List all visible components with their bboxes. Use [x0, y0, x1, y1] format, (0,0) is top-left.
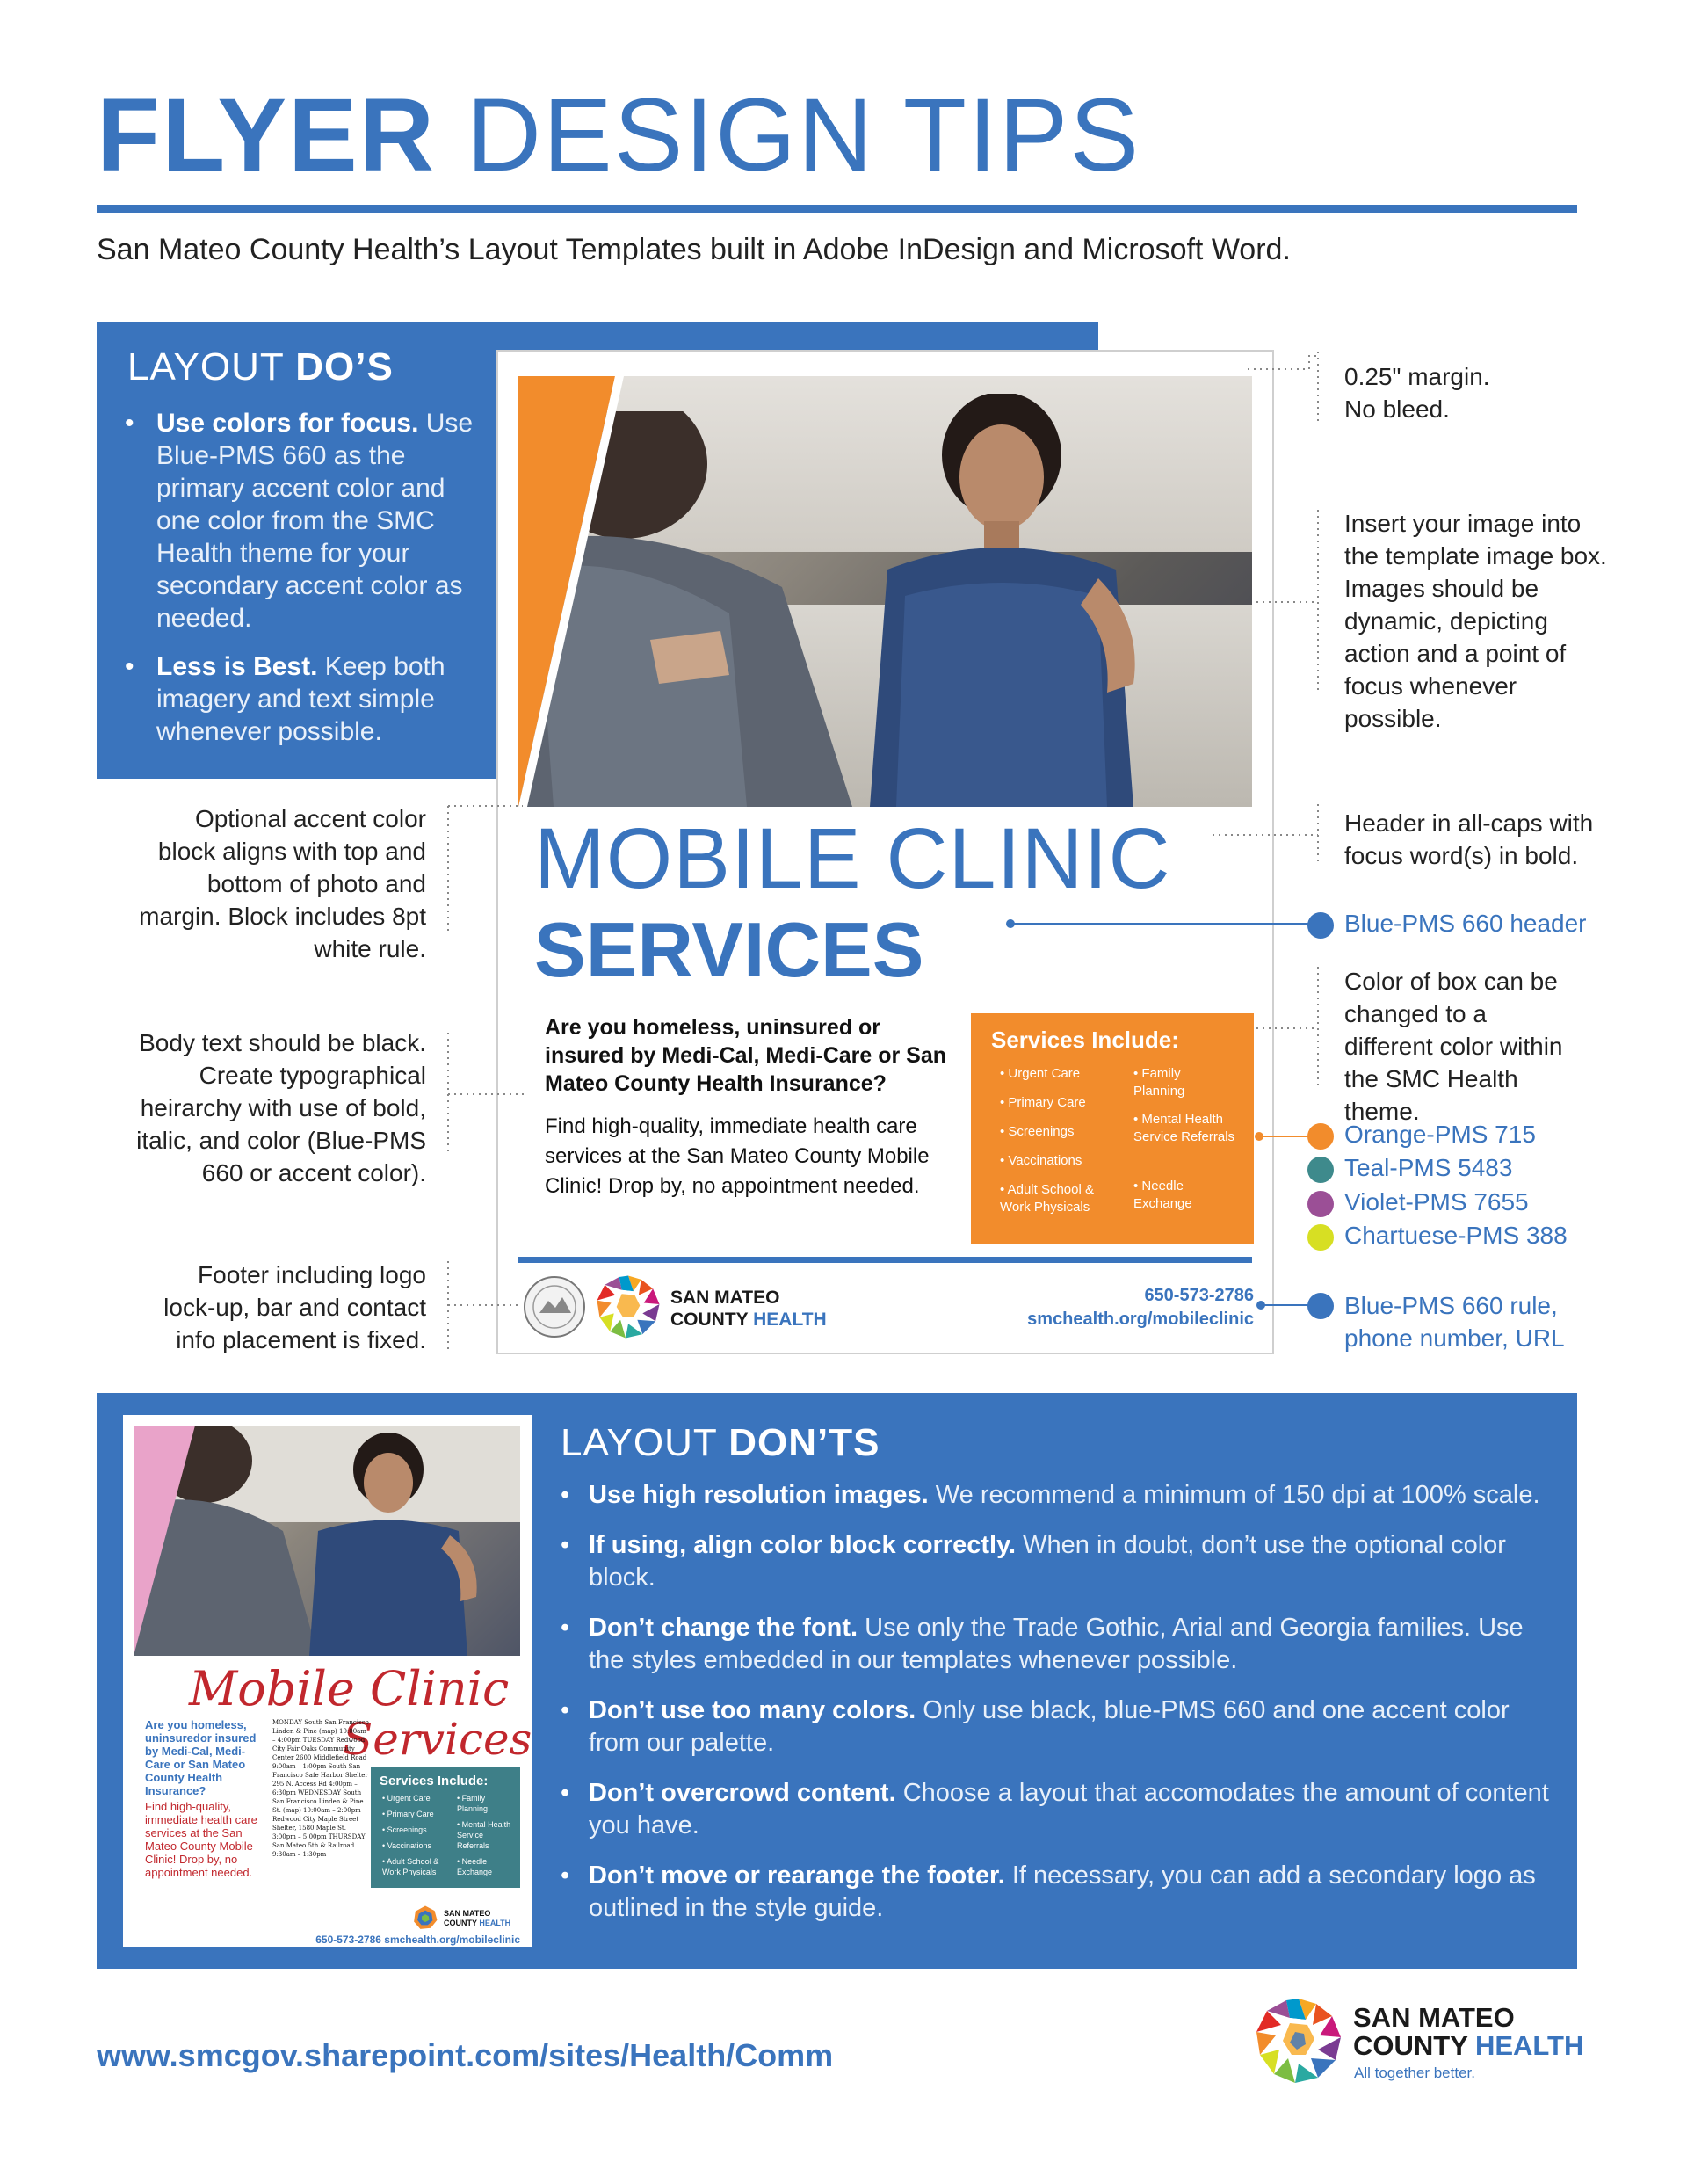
bad-header-script-2: Services [343, 1714, 532, 1765]
note-margin: 0.25" margin. No bleed. [1344, 363, 1490, 423]
bad-service-item: • Adult School & Work Physicals [382, 1857, 439, 1876]
donts-item-bold: If using, align color block correctly. [589, 1531, 1017, 1559]
footer-tagline: All together better. [1354, 2064, 1475, 2081]
swatch-dot-violet [1307, 1191, 1334, 1217]
footer-org-health: HEALTH [1474, 2030, 1584, 2061]
list-item [559, 1777, 1552, 1842]
bad-service-item: • Mental Health Service Referrals [457, 1820, 511, 1850]
bad-service-item: • Primary Care [382, 1810, 434, 1818]
service-item: • Vaccinations [1000, 1153, 1082, 1168]
bad-org-health: HEALTH [479, 1919, 511, 1927]
swatch-dot-chartreuse [1307, 1224, 1334, 1251]
service-item: • Screenings [1000, 1124, 1075, 1139]
footer-org-line2 [1353, 2030, 1583, 2062]
note-header-color: Blue-PMS 660 header [1344, 910, 1587, 937]
page-title-bold: FLYER [97, 77, 436, 193]
list-item [559, 1612, 1552, 1677]
service-item: • Primary Care [1000, 1095, 1086, 1110]
donts-item-text: Only use black, blue-PMS 660 and one accent color from our palette. [589, 1696, 1510, 1757]
flyer-question: Are you homeless, uninsured or insured by Medi-Cal, Medi-Care or San Mateo County Health Insurance? [545, 1015, 947, 1096]
service-item: • Family Planning [1133, 1066, 1185, 1099]
donts-item-bold: Don’t overcrowd content. [589, 1779, 896, 1807]
service-item: • Mental Health Service Referrals [1133, 1112, 1235, 1144]
footer-org-line1: SAN MATEO [1353, 2002, 1515, 2033]
leader-end-dot [1007, 920, 1014, 927]
footer-org-county: COUNTY [1353, 2030, 1475, 2061]
bad-org-line2 [444, 1919, 510, 1927]
bad-service-item: • Urgent Care [382, 1794, 431, 1803]
flyer-url: smchealth.org/mobileclinic [1027, 1310, 1254, 1329]
swatch-orange: Orange-PMS 715 [1344, 1121, 1536, 1148]
donts-item-bold: Don’t change the font. [589, 1614, 858, 1642]
bad-body: Find high-quality, immediate health care services at the San Mateo County Mobile Clinic! Drop by, no appointment needed. [145, 1800, 257, 1879]
swatch-dot-teal [1307, 1157, 1334, 1183]
swatch-chartreuse: Chartuese-PMS 388 [1344, 1222, 1568, 1249]
swatch-dot-orange [1307, 1123, 1334, 1150]
note-footer: Footer including logo lock-up, bar and contact info placement is fixed. [163, 1261, 426, 1353]
list-item [559, 1694, 1552, 1760]
donts-item-bold: Use high resolution images. [589, 1481, 929, 1509]
donts-item-bold: Don’t move or rearange the footer. [589, 1861, 1005, 1890]
footer-sharepoint-link[interactable]: www.smcgov.sharepoint.com/sites/Health/Comm [97, 2037, 834, 2073]
bad-org-county: COUNTY [444, 1919, 480, 1927]
donts-item-text: We recommend a minimum of 150 dpi at 100% scale. [928, 1481, 1540, 1509]
flyer-header-bold: SERVICES [534, 906, 924, 993]
bad-service-item: • Screenings [382, 1825, 427, 1834]
dos-item-text: Use Blue-PMS 660 as the primary accent color and one color from the SMC Health theme for your secondary accent color as needed. [156, 409, 474, 633]
donts-title-bold: DON’TS [728, 1421, 880, 1464]
list-item [559, 1860, 1552, 1925]
note-box: Color of box can be changed to a different color within the SMC Health theme. [1344, 968, 1563, 1125]
misaligned-pink-block [134, 1426, 195, 1656]
leader-end-dot [1257, 1302, 1264, 1309]
swatch-teal: Teal-PMS 5483 [1344, 1154, 1513, 1181]
service-item: • Urgent Care [1000, 1066, 1081, 1081]
bad-header-script: Mobile Clinic [189, 1661, 510, 1716]
swatch-dot-blue-footer [1307, 1293, 1334, 1319]
donts-item-text: If necessary, you can add a secondary logo as outlined in the style guide. [589, 1861, 1536, 1922]
bad-schedule: MONDAY South San Francisco Linden & Pine (map) 10:00am – 4:00pm TUESDAY Redwood City Fair Oaks Community Center 2600 Middlefield Road 9:00am – 1:00pm South San Francisco Safe Harbor Shelter 295 N. Access Rd 4:00pm – 6:30pm WEDNESDAY South San Francisco Linden & Pine St. (map) 10:00am – 2:00pm Redwood City Maple Street Shelter, 1580 Maple St. 3:00pm – 5:00pm THURSDAY San Mateo 5th & Railroad 9:30am – 1:30pm [272, 1719, 369, 1858]
note-body-text: Body text should be black. Create typographical heirarchy with use of bold, italic, and color (Blue-PMS 660 or accent color). [136, 1029, 426, 1186]
dos-item-bold: Less is Best. [156, 652, 318, 681]
swatch-dot-blue [1307, 912, 1334, 939]
service-item: • Adult School & Work Physicals [1000, 1182, 1094, 1215]
flyer-header-light: MOBILE CLINIC [534, 810, 1171, 906]
page-title-rest: DESIGN TIPS [466, 77, 1141, 193]
dos-title-bold: DO’S [295, 345, 394, 388]
flyer-phone: 650-573-2786 [1144, 1286, 1254, 1305]
bad-service-item: • Vaccinations [382, 1841, 432, 1850]
bad-service-item: • Family Planning [457, 1794, 489, 1813]
bad-logo-icon [413, 1905, 438, 1930]
note-accent-block: Optional accent color block aligns with top and bottom of photo and margin. Block includes 8pt white rule. [139, 805, 426, 962]
service-item: • Needle Exchange [1133, 1179, 1192, 1211]
smc-health-logo-icon [1255, 1997, 1343, 2085]
services-title: Services Include: [991, 1027, 1179, 1053]
note-header: Header in all-caps with focus word(s) in bold. [1344, 809, 1594, 869]
bad-org-line1: SAN MATEO [444, 1909, 491, 1918]
donts-item-text: When in doubt, don’t use the optional color block. [589, 1531, 1506, 1592]
bad-services-title: Services Include: [380, 1774, 489, 1789]
list-item [559, 1529, 1552, 1594]
flyer-org-health: HEALTH [753, 1310, 827, 1330]
donts-list [559, 1479, 1552, 1942]
list-item [559, 1479, 1552, 1512]
flyer-org-line1: SAN MATEO [670, 1288, 780, 1308]
dos-item-text: Keep both imagery and text simple whenever possible. [156, 652, 445, 746]
note-footer-color: Blue-PMS 660 rule, phone number, URL [1344, 1292, 1565, 1352]
bad-service-item: • Needle Exchange [457, 1857, 493, 1876]
note-image: Insert your image into the template image box. Images should be dynamic, depicting action and a point of focus whenever possible. [1344, 510, 1607, 732]
donts-item-text: Use only the Trade Gothic, Arial and Georgia families. Use the styles embedded in our templates whenever possible. [589, 1614, 1524, 1674]
donts-item-bold: Don’t use too many colors. [589, 1696, 916, 1724]
dos-title-light: LAYOUT [127, 345, 284, 388]
donts-item-text: Choose a layout that accomodates the amount of content you have. [589, 1779, 1549, 1839]
subtitle: San Mateo County Health’s Layout Templates built in Adobe InDesign and Microsoft Word. [97, 233, 1291, 266]
bad-question: Are you homeless, uninsuredor insured by Medi-Cal, Medi-Care or San Mateo County Health Insurance? [145, 1718, 257, 1797]
flyer-org-county: COUNTY [670, 1310, 754, 1330]
dos-item-bold: Use colors for focus. [156, 409, 419, 438]
flyer-body: Find high-quality, immediate health care services at the San Mateo County Mobile Clinic! Drop by, no appointment needed. [545, 1114, 930, 1198]
leader-margin [1248, 356, 1318, 369]
donts-title [561, 1421, 880, 1465]
swatch-violet: Violet-PMS 7655 [1344, 1188, 1529, 1215]
leader-end-dot [1256, 1133, 1263, 1140]
donts-title-light: LAYOUT [561, 1421, 717, 1464]
bad-footer-contact: 650-573-2786 smchealth.org/mobileclinic [315, 1934, 520, 1946]
